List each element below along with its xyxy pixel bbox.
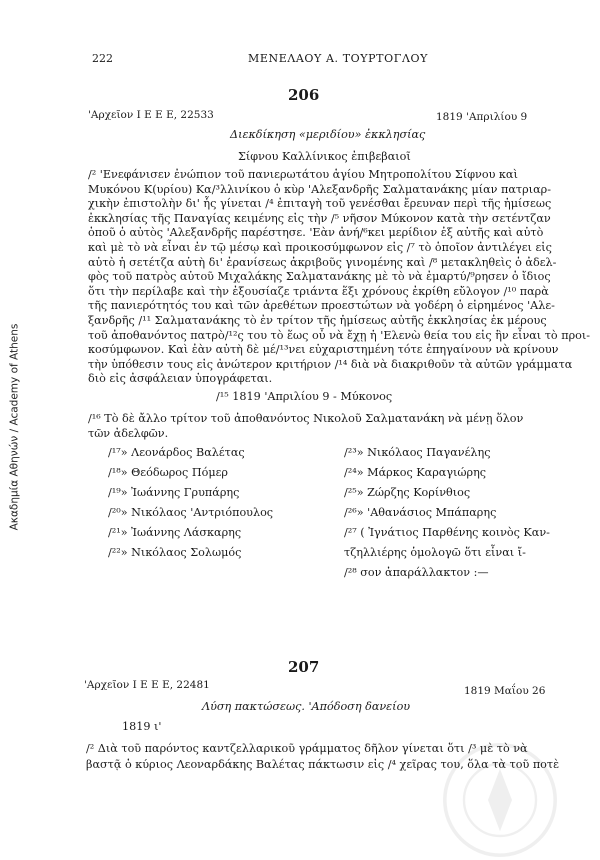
text-line: κοσύμφωνον. Καὶ ἐὰν αὐτὴ δὲ μέ/¹³νει εὐχαριστημένη τότε ἐπηγαίνουν νὰ κρίνουν <box>88 343 559 357</box>
text-line: ξανδρῆς /¹¹ Σαλματανάκης τὸ ἐν τρίτον τῆς ἡμίσεως αὐτῆς ἐκκλησίας ἐκ μέρους <box>88 314 547 327</box>
text-line: /² Διὰ τοῦ παρόντος καντζελλαρικοῦ γράμματος δῆλον γίνεται ὅτι /³ μὲ τὸ νὰ <box>86 742 528 755</box>
text-line: τοῦ ἀποθανόντος πατρὸ/¹²ς του τὸ ἕως οὗ νὰ ἔχῃ ἡ 'Ελενὼ θεία του εἰς ἣν εἶναι τὸ προι- <box>88 328 591 342</box>
text-line: ὁποῦ ὁ αὐτὸς 'Αλεξανδρῆς παρέστησε. 'Εὰν ἀνή/⁶κει μερίδιον ἐξ αὐτῆς καὶ αὐτὸ <box>88 226 544 240</box>
text-line: τὴν ὑπόθεσιν τους εἰς ἀνώτερον κριτήριον /¹⁴ διὰ νὰ διακριθοῦν τὰ αὐτῶν γράμματα <box>88 357 573 371</box>
signatory: /²⁴» Μάρκος Καραγιώρης <box>344 466 487 479</box>
document-subtitle: Σίφνου Καλλίνικος ἐπιβεβαιοῖ <box>238 150 411 163</box>
signatory: /²²» Νικόλαος Σολωμός <box>108 546 242 559</box>
place-date-line: /¹⁵ 1819 'Απριλίου 9 - Μύκονος <box>216 390 393 403</box>
signatory: /²¹» Ἰωάννης Λάσκαρης <box>108 526 242 539</box>
document-number: 206 <box>288 86 320 104</box>
signatory: /²⁶» 'Αθανάσιος Μπάπαρης <box>344 506 497 519</box>
text-line: χικὴν ἐπιστολὴν δι' ἧς γίνεται /⁴ ἐπιταγὴ τοῦ γενέσθαι ἔρευναν περὶ τῆς ἡμίσεως <box>88 197 552 211</box>
signatory: /²⁷ ( Ἰγνάτιος Παρθένης κοινὸς Καν- <box>344 526 550 539</box>
side-label: Ακαδημία Αθηνών / Academy of Athens <box>8 323 21 531</box>
signatory: /¹⁷» Λεονάρδος Βαλέτας <box>108 446 245 459</box>
text-line: αὐτὸ ἡ σετέτζα αὐτὴ δι' ἐρανίσεως ἀκριβοῦς γινομένης καὶ /⁸ μετακληθεὶς ὁ ἀδελ- <box>88 255 557 269</box>
archive-reference: 'Αρχεῖον Ι Ε Ε Ε, 22533 <box>88 109 214 121</box>
text-line: ὅτι τὴν περίλαβε καὶ τὴν ἐξουσίαζε τριάντα ἕξι χρόνους ἐκρίθη εὔλογον /¹⁰ παρὰ <box>88 284 549 298</box>
signatory: /²³» Νικόλαος Παγανέλης <box>344 446 491 459</box>
text-line: διὸ εἰς ἀσφάλειαν ὑπογράφεται. <box>88 372 273 386</box>
text-line: καὶ μὲ τὸ νὰ εἶναι ἐν τῷ μέσῳ καὶ προικοσύμφωνον εἰς /⁷ τὸ ὁποῖον ἀντιλέγει εἰς <box>88 241 552 254</box>
year-line-207: 1819 ι' <box>122 720 162 733</box>
text-line: ἐκκλησίας τῆς Παναγίας κειμένης εἰς τὴν /⁵ νῆσον Μύκονον κατὰ τὴν σετέντζαν <box>88 211 551 225</box>
signatory: /²⁸ σον ἀπαράλλακτον :— <box>344 566 489 579</box>
text-line: τῆς πανιερότητός του καὶ τῶν ἀρεθέτων προεστώτων νὰ γοδέρη ὁ εἰρημένος 'Αλε- <box>88 299 555 313</box>
document-date-207: 1819 Μαΐου 26 <box>464 685 546 697</box>
text-line: /² 'Ενεφάνισεν ἐνώπιον τοῦ πανιερωτάτου ἁγίου Μητροπολίτου Σίφνου καὶ <box>88 168 518 181</box>
signatory: /²⁰» Νικόλαος 'Αντριόπουλος <box>108 506 274 519</box>
academy-seal-watermark <box>440 740 560 860</box>
text-line: /¹⁶ Τὸ δὲ ἄλλο τρίτον τοῦ ἀποθανόντος Νικολοῦ Σαλματανάκη νὰ μένῃ ὅλον <box>88 412 524 425</box>
document-date: 1819 'Απριλίου 9 <box>436 111 528 123</box>
signatory: /¹⁸» Θεόδωρος Πόμερ <box>108 466 228 479</box>
text-line: Μυκόνου Κ(υρίου) Κα/³λλινίκου ὁ κὺρ 'Αλεξανδρῆς Σαλματανάκης μίαν πατριαρ- <box>88 182 551 196</box>
text-line: φὸς τοῦ πατρὸς αὐτοῦ Μιχαλάκης Σαλματανάκης μὲ τὸ νὰ ἐμαρτύ/⁹ρησεν ὁ ἴδιος <box>88 270 551 284</box>
document-title-207: Λύση πακτώσεως. 'Απόδοση δανείου <box>202 700 411 713</box>
document-title: Διεκδίκηση «μεριδίου» ἐκκλησίας <box>230 128 426 141</box>
page-number: 222 <box>92 52 113 65</box>
running-header: ΜΕΝΕΛΑΟΥ Α. ΤΟΥΡΤΟΓΛΟΥ <box>248 52 428 65</box>
signatory: /²⁵» Ζώρζης Κορίνθιος <box>344 486 471 499</box>
text-line: τῶν ἀδελφῶν. <box>88 427 169 440</box>
document-number-207: 207 <box>288 658 320 676</box>
signatory: /¹⁹» Ἰωάννης Γρυπάρης <box>108 486 240 499</box>
text-line: βαστᾷ ὁ κύριος Λεοναρδάκης Βαλέτας πάκτωσιν εἰς /⁴ χεῖρας του, ὅλα τὰ τοῦ ποτὲ <box>86 758 560 771</box>
signatory: τζηλλιέρης ὁμολογῶ ὅτι εἶναι ἴ- <box>344 546 526 559</box>
archive-reference-207: 'Αρχεῖον Ι Ε Ε Ε, 22481 <box>84 679 210 691</box>
